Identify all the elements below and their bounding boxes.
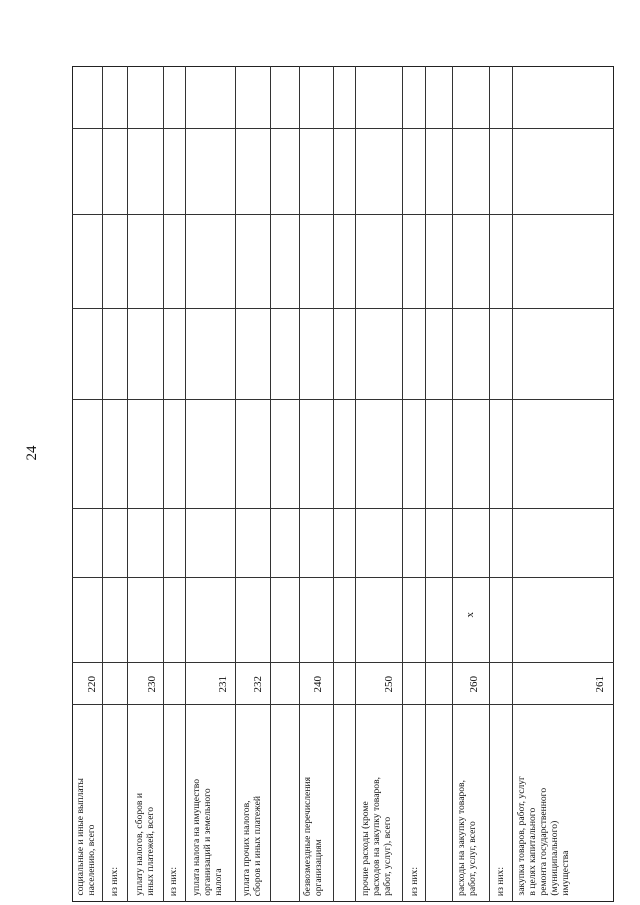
row-code: 250 [383, 675, 395, 692]
row-divider [512, 66, 513, 902]
row-code: 240 [312, 675, 324, 692]
row-divider [333, 66, 334, 902]
row-label: закупка товаров, работ, услуг в целях капитального ремонта государственного (муниципального) имущества [516, 776, 571, 896]
row-code: 261 [594, 675, 606, 692]
row-divider [402, 66, 403, 902]
row-divider [299, 66, 300, 902]
row-divider [270, 66, 271, 902]
row-code: 231 [217, 675, 229, 692]
row-label: из них: [495, 866, 506, 896]
column-divider [72, 662, 614, 663]
row-divider [163, 66, 164, 902]
row-divider [235, 66, 236, 902]
row-label: из них: [409, 866, 420, 896]
row-label: уплату налогов, сборов и иных платежей, всего [134, 793, 156, 896]
row-divider [425, 66, 426, 902]
column-divider [72, 308, 614, 309]
column-divider [72, 508, 614, 509]
row-code: 220 [86, 675, 98, 692]
row-label: социальные и иные выплаты населению, всего [75, 778, 97, 896]
row-label: уплата налога на имущество организаций и земельного налога [191, 779, 224, 896]
cell-mark: x [464, 612, 476, 618]
column-divider [72, 704, 614, 705]
column-divider [72, 128, 614, 129]
row-divider [355, 66, 356, 902]
row-label: прочие расходы (кроме расходов на закупку товаров, работ, услуг), всего [360, 777, 393, 896]
row-label: из них: [168, 866, 179, 896]
row-code: 260 [468, 675, 480, 692]
column-divider [72, 577, 614, 578]
row-label: уплата прочих налогов, сборов и иных платежей [241, 795, 263, 896]
row-label: расходы на закупку товаров, работ, услуг, всего [456, 780, 478, 896]
row-divider [127, 66, 128, 902]
page-number: 24 [24, 445, 40, 461]
row-divider [452, 66, 453, 902]
budget-table [72, 66, 614, 902]
row-label: из них: [109, 866, 120, 896]
column-divider [72, 214, 614, 215]
row-code: 230 [146, 675, 158, 692]
column-divider [72, 399, 614, 400]
row-divider [185, 66, 186, 902]
row-code: 232 [252, 675, 264, 692]
row-divider [102, 66, 103, 902]
row-label: безвозмездные перечисления организациям [302, 776, 324, 896]
row-divider [489, 66, 490, 902]
